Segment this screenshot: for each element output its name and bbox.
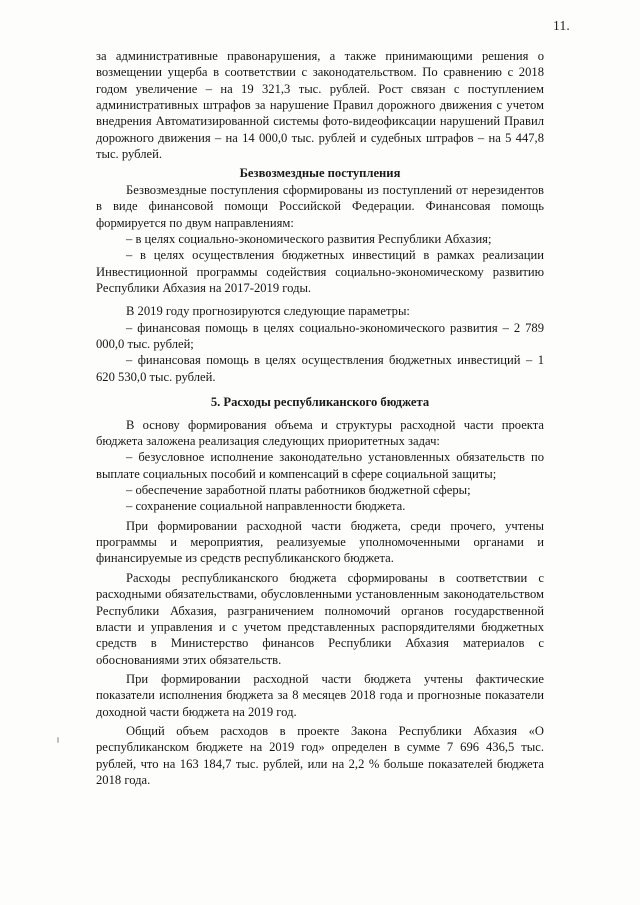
list-item-task-2: – обеспечение заработной платы работников бюджетной сферы; <box>126 482 471 497</box>
heading-gratuitous-receipts: Безвозмездные поступления <box>239 165 401 180</box>
list-item-task-1: – безусловное исполнение законодательно установленных обязательств по выплате социальных пособий и компенсаций в сфере социальной защиты; <box>96 450 544 481</box>
paragraph-expenditure-obligations: Расходы республиканского бюджета сформированы в соответствии с расходными обязательствами, обусловленными установленным законодательством Республики Абхазия, разграничением полномочий органов государственной власти и управления и с учетом представленных распорядителями бюджетных средств в Министерство финансов Республики Абхазия материалов с обоснованиями этих обязательств. <box>96 570 544 667</box>
list-item-direction-1: – в целях социально-экономического развития Республики Абхазия; <box>126 231 492 246</box>
heading-section-5: 5. Расходы республиканского бюджета <box>210 395 430 410</box>
scan-artifact-mark <box>57 737 59 743</box>
paragraph-2019-parameters: В 2019 году прогнозируются следующие параметры: <box>126 304 410 319</box>
paragraph-total-expenditures: Общий объем расходов в проекте Закона Республики Абхазия «О республиканском бюджете на 2019 год» определен в сумме 7 696 436,5 тыс. рублей, что на 163 184,7 тыс. рублей, или на 2,2 % больше показателей бюджета 2018 года. <box>96 724 544 788</box>
list-item-task-3: – сохранение социальной направленности бюджета. <box>126 499 406 514</box>
list-item-direction-2: – в целях осуществления бюджетных инвестиций в рамках реализации Инвестиционной программы содействия социально-экономическому развитию Республики Абхазия на 2017-2019 годы. <box>96 248 544 296</box>
spacer-1 <box>96 296 544 303</box>
paragraph-actual-indicators: При формировании расходной части бюджета учтены фактические показатели исполнения бюджета за 8 месяцев 2018 года и прогнозные показатели доходной части бюджета на 2019 год. <box>96 671 544 719</box>
paragraph-intro: за административные правонарушения, а также принимающими решения о возмещении ущерба в соответствии с законодательством. По сравнению с 2018 годом увеличение – на 19 321,3 тыс. рублей. Рост связан с поступлением административных штрафов за нарушение Правил дорожного движения с учетом внедрения Автоматизированной системы фото-видеофиксации нарушений Правил дорожного движения – на 14 000,0 тыс. рублей и судебных штрафов – на 5 447,8 тыс. рублей. <box>96 49 544 162</box>
paragraph-gratuitous-receipts: Безвозмездные поступления сформированы из поступлений от нерезидентов в виде финансовой помощи Российской Федерации. Финансовая помощь формируется по двум направлениям: <box>96 182 544 230</box>
list-item-parameter-2: – финансовая помощь в целях осуществления бюджетных инвестиций – 1 620 530,0 тыс. рублей. <box>96 353 544 384</box>
list-item-parameter-1: – финансовая помощь в целях социально-экономического развития – 2 789 000,0 тыс. рублей; <box>96 320 544 352</box>
paragraph-programs: При формировании расходной части бюджета, среди прочего, учтены программы и мероприятия, реализуемые уполномоченными органами и финансируемые из средств республиканского бюджета. <box>96 518 544 566</box>
document-body <box>96 48 544 788</box>
page-number: 11. <box>553 18 570 33</box>
paragraph-priority-tasks: В основу формирования объема и структуры расходной части проекта бюджета заложена реализация следующих приоритетных задач: <box>96 417 544 448</box>
